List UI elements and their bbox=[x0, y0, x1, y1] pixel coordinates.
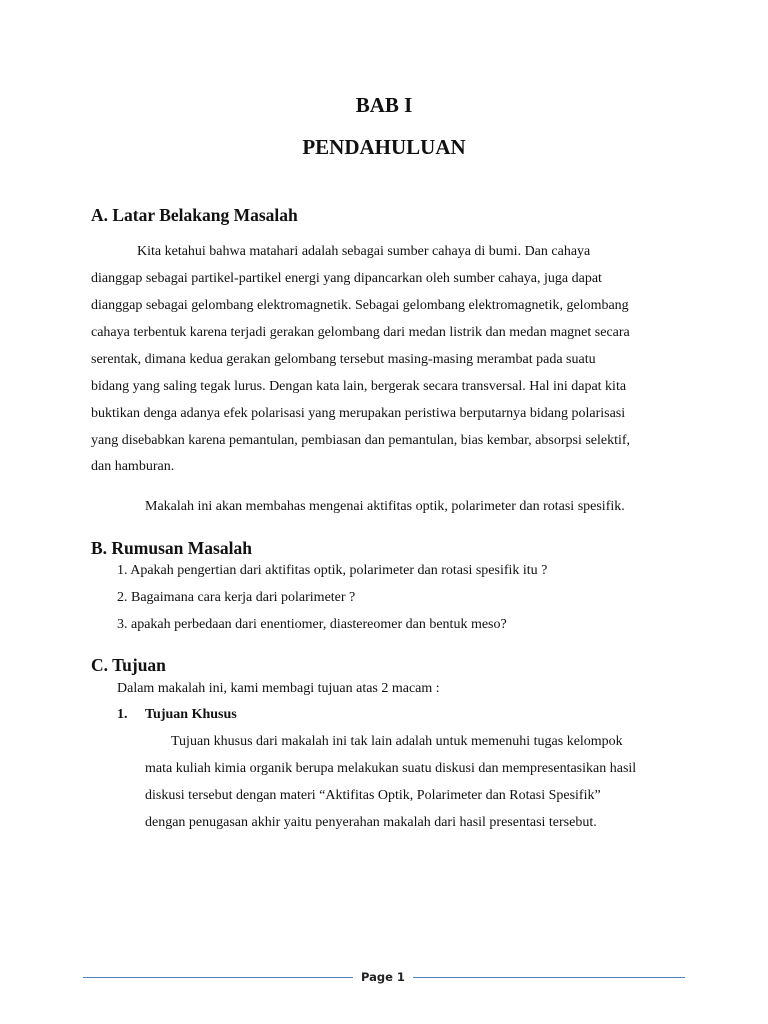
sub1-number: 1. bbox=[117, 707, 128, 722]
section-a-para1-line: dan hamburan. bbox=[91, 459, 175, 474]
section-a-para1-line: bidang yang saling tegak lurus. Dengan kata lain, bergerak secara transversal. Hal ini dapat kita bbox=[91, 379, 627, 394]
section-a-para1-line: yang disebabkan karena pemantulan, pembiasan dan pemantulan, bias kembar, absorpsi selektif, bbox=[91, 433, 631, 448]
section-a-para1-line: cahaya terbentuk karena terjadi gerakan gelombang dari medan listrik dan medan magnet secara bbox=[91, 325, 630, 340]
sub1-paragraph-line: Tujuan khusus dari makalah ini tak lain adalah untuk memenuhi tugas kelompok bbox=[171, 734, 623, 749]
section-a-heading: A. Latar Belakang Masalah bbox=[91, 205, 298, 225]
sub1-paragraph-line: mata kuliah kimia organik berupa melakukan suatu diskusi dan mempresentasikan hasil bbox=[145, 761, 637, 776]
sub1-heading: Tujuan Khusus bbox=[145, 707, 237, 722]
rumusan-item: 2. Bagaimana cara kerja dari polarimeter ? bbox=[117, 590, 356, 605]
section-c-heading: C. Tujuan bbox=[91, 655, 166, 675]
chapter-title: PENDAHULUAN bbox=[302, 135, 466, 159]
section-a-para2: Makalah ini akan membahas mengenai aktifitas optik, polarimeter dan rotasi spesifik. bbox=[145, 499, 625, 514]
sub1-paragraph-line: diskusi tersebut dengan materi “Aktifitas Optik, Polarimeter dan Rotasi Spesifik” bbox=[145, 788, 601, 803]
section-a-para1-line: dianggap sebagai partikel-partikel energi yang dipancarkan oleh sumber cahaya, juga dapat bbox=[91, 271, 602, 286]
footer-rule-left bbox=[83, 977, 353, 978]
footer-rule-right bbox=[413, 977, 685, 978]
section-a-para1-line: serentak, dimana kedua gerakan gelombang tersebut masing-masing merambat pada suatu bbox=[91, 352, 596, 367]
section-a-para1-line: buktikan denga adanya efek polarisasi yang merupakan peristiwa berputarnya bidang polarisasi bbox=[91, 406, 626, 421]
section-a-para1-line: Kita ketahui bahwa matahari adalah sebagai sumber cahaya di bumi. Dan cahaya bbox=[137, 244, 591, 259]
rumusan-item: 1. Apakah pengertian dari aktifitas optik, polarimeter dan rotasi spesifik itu ? bbox=[117, 563, 548, 578]
rumusan-item: 3. apakah perbedaan dari enentiomer, diastereomer dan bentuk meso? bbox=[117, 617, 507, 632]
section-b-heading: B. Rumusan Masalah bbox=[91, 538, 252, 558]
page-number: Page 1 bbox=[361, 970, 405, 984]
section-c-intro: Dalam makalah ini, kami membagi tujuan atas 2 macam : bbox=[117, 681, 440, 696]
section-a-para1-line: dianggap sebagai gelombang elektromagnetik. Sebagai gelombang elektromagnetik, gelombang bbox=[91, 298, 629, 313]
sub1-paragraph-line: dengan penugasan akhir yaitu penyerahan makalah dari hasil presentasi tersebut. bbox=[145, 815, 597, 830]
chapter-number: BAB I bbox=[355, 93, 413, 117]
